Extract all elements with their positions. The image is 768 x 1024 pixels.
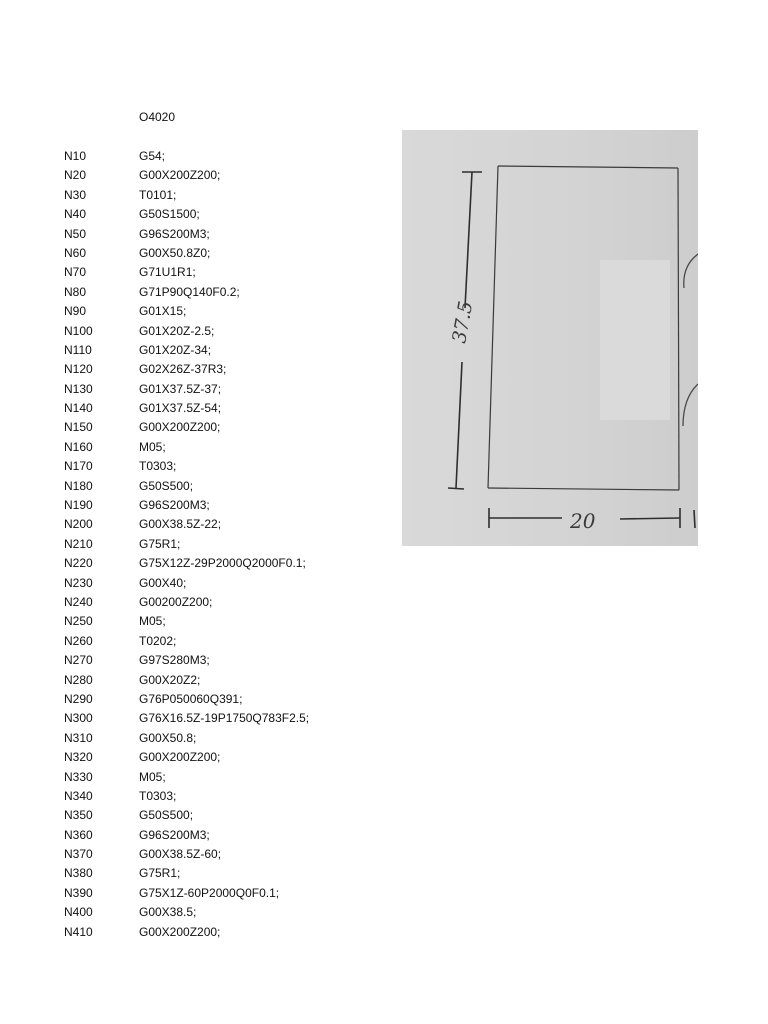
line-number: N120 bbox=[64, 362, 93, 377]
sketch-photo bbox=[402, 130, 698, 546]
line-code: G00X50.8; bbox=[139, 730, 197, 745]
line-code: M05; bbox=[139, 614, 166, 629]
line-number: N100 bbox=[64, 323, 93, 338]
program-line bbox=[64, 788, 364, 807]
line-code: G02X26Z-37R3; bbox=[139, 362, 227, 377]
program-line bbox=[64, 613, 364, 632]
line-code: G01X37.5Z-37; bbox=[139, 381, 222, 396]
line-code: G50S500; bbox=[139, 478, 194, 493]
program-line bbox=[64, 245, 364, 264]
program-line bbox=[64, 439, 364, 458]
sketch-drawing bbox=[402, 130, 698, 546]
program-line bbox=[64, 226, 364, 245]
line-number: N280 bbox=[64, 672, 93, 687]
line-number: N240 bbox=[64, 594, 93, 609]
program-line bbox=[64, 730, 364, 749]
program-line bbox=[64, 807, 364, 826]
height-dim-tick-bottom bbox=[448, 488, 464, 489]
line-number: N80 bbox=[64, 284, 87, 299]
line-number: N260 bbox=[64, 633, 93, 648]
program-line bbox=[64, 555, 364, 574]
program-line bbox=[64, 303, 364, 322]
line-code: G75X12Z-29P2000Q2000F0.1; bbox=[139, 556, 306, 571]
line-number: N190 bbox=[64, 498, 93, 513]
program-line bbox=[64, 478, 364, 497]
program-line bbox=[64, 148, 364, 167]
program-line bbox=[64, 516, 364, 535]
program-line bbox=[64, 381, 364, 400]
paper-light-patch bbox=[600, 260, 670, 420]
line-code: G54; bbox=[139, 149, 166, 163]
line-code: G00200Z200; bbox=[139, 594, 213, 609]
program-line bbox=[64, 904, 364, 923]
line-code: M05; bbox=[139, 439, 166, 454]
line-number: N380 bbox=[64, 866, 93, 881]
line-code: G71U1R1; bbox=[139, 265, 196, 280]
line-code: G00X38.5Z-60; bbox=[139, 847, 222, 862]
line-number: N200 bbox=[64, 517, 93, 532]
program-line bbox=[64, 167, 364, 186]
line-number: N30 bbox=[64, 187, 87, 202]
line-code: G00X38.5Z-22; bbox=[139, 517, 222, 532]
program-line bbox=[64, 672, 364, 691]
program-line bbox=[64, 594, 364, 613]
line-code: G76P050060Q391; bbox=[139, 691, 243, 706]
line-number: N230 bbox=[64, 575, 93, 590]
line-number: N40 bbox=[64, 207, 87, 222]
program-line bbox=[64, 827, 364, 846]
program-line bbox=[64, 361, 364, 380]
line-number: N170 bbox=[64, 459, 93, 474]
width-dimension-label: 20 bbox=[570, 509, 596, 533]
program-line bbox=[64, 691, 364, 710]
program-line bbox=[64, 264, 364, 283]
line-number: N300 bbox=[64, 711, 93, 726]
line-number: N10 bbox=[64, 149, 87, 163]
program-line bbox=[64, 284, 364, 303]
program-line bbox=[64, 187, 364, 206]
line-number: N210 bbox=[64, 536, 93, 551]
line-number: N290 bbox=[64, 691, 93, 706]
line-code: T0101; bbox=[139, 187, 177, 202]
line-number: N310 bbox=[64, 730, 93, 745]
line-code: T0303; bbox=[139, 788, 177, 803]
program-line bbox=[64, 769, 364, 788]
line-code: G00X200Z200; bbox=[139, 924, 221, 939]
line-number: N180 bbox=[64, 478, 93, 493]
line-number: N50 bbox=[64, 226, 87, 241]
program-line bbox=[64, 323, 364, 342]
program-line bbox=[64, 536, 364, 555]
line-code: G96S200M3; bbox=[139, 827, 210, 842]
program-line bbox=[64, 419, 364, 438]
line-number: N270 bbox=[64, 653, 93, 668]
line-code: G01X15; bbox=[139, 304, 187, 319]
line-code: T0202; bbox=[139, 633, 177, 648]
line-number: N390 bbox=[64, 885, 93, 900]
line-number: N330 bbox=[64, 769, 93, 784]
line-code: G01X37.5Z-54; bbox=[139, 401, 222, 416]
line-number: N250 bbox=[64, 614, 93, 629]
program-line bbox=[64, 749, 364, 768]
program-listing bbox=[64, 148, 364, 943]
line-code: G50S500; bbox=[139, 808, 194, 823]
line-code: G75R1; bbox=[139, 536, 181, 551]
line-number: N130 bbox=[64, 381, 93, 396]
program-line bbox=[64, 458, 364, 477]
line-code: G75X1Z-60P2000Q0F0.1; bbox=[139, 885, 280, 900]
line-number: N20 bbox=[64, 168, 87, 183]
line-number: N220 bbox=[64, 556, 93, 571]
line-number: N60 bbox=[64, 245, 87, 260]
line-number: N350 bbox=[64, 808, 93, 823]
line-code: G00X200Z200; bbox=[139, 750, 221, 765]
line-code: G50S1500; bbox=[139, 207, 200, 222]
line-number: N320 bbox=[64, 750, 93, 765]
program-line bbox=[64, 206, 364, 225]
program-line bbox=[64, 885, 364, 904]
line-number: N410 bbox=[64, 924, 93, 939]
line-code: G01X20Z-34; bbox=[139, 342, 212, 357]
line-number: N340 bbox=[64, 788, 93, 803]
program-number: O4020 bbox=[139, 110, 176, 124]
program-line bbox=[64, 846, 364, 865]
line-number: N160 bbox=[64, 439, 93, 454]
line-number: N140 bbox=[64, 401, 93, 416]
line-code: G00X200Z200; bbox=[139, 420, 221, 435]
program-line bbox=[64, 710, 364, 729]
line-code: G01X20Z-2.5; bbox=[139, 323, 215, 338]
width-dim-line-right bbox=[620, 518, 680, 519]
line-code: G00X40; bbox=[139, 575, 187, 590]
line-number: N70 bbox=[64, 265, 87, 280]
line-number: N90 bbox=[64, 304, 87, 319]
line-code: G76X16.5Z-19P1750Q783F2.5; bbox=[139, 711, 310, 726]
line-code: G96S200M3; bbox=[139, 226, 210, 241]
program-line bbox=[64, 633, 364, 652]
line-code: G00X50.8Z0; bbox=[139, 245, 211, 260]
photo-edge-mark bbox=[694, 510, 695, 528]
line-number: N400 bbox=[64, 905, 93, 920]
line-code: G96S200M3; bbox=[139, 498, 210, 513]
line-code: G00X200Z200; bbox=[139, 168, 221, 183]
line-code: G00X38.5; bbox=[139, 905, 197, 920]
line-code: G97S280M3; bbox=[139, 653, 210, 668]
line-code: G75R1; bbox=[139, 866, 181, 881]
line-code: M05; bbox=[139, 769, 166, 784]
line-code: G00X20Z2; bbox=[139, 672, 201, 687]
program-line bbox=[64, 865, 364, 884]
line-number: N150 bbox=[64, 420, 93, 435]
line-number: N110 bbox=[64, 342, 92, 357]
line-number: N360 bbox=[64, 827, 93, 842]
line-number: N370 bbox=[64, 847, 93, 862]
program-line bbox=[64, 652, 364, 671]
program-line bbox=[64, 924, 364, 943]
program-line bbox=[64, 400, 364, 419]
height-dimension-label: 37.5 bbox=[448, 299, 478, 345]
line-code: G71P90Q140F0.2; bbox=[139, 284, 240, 299]
program-line bbox=[64, 497, 364, 516]
program-line bbox=[64, 575, 364, 594]
program-line bbox=[64, 342, 364, 361]
line-code: T0303; bbox=[139, 459, 177, 474]
